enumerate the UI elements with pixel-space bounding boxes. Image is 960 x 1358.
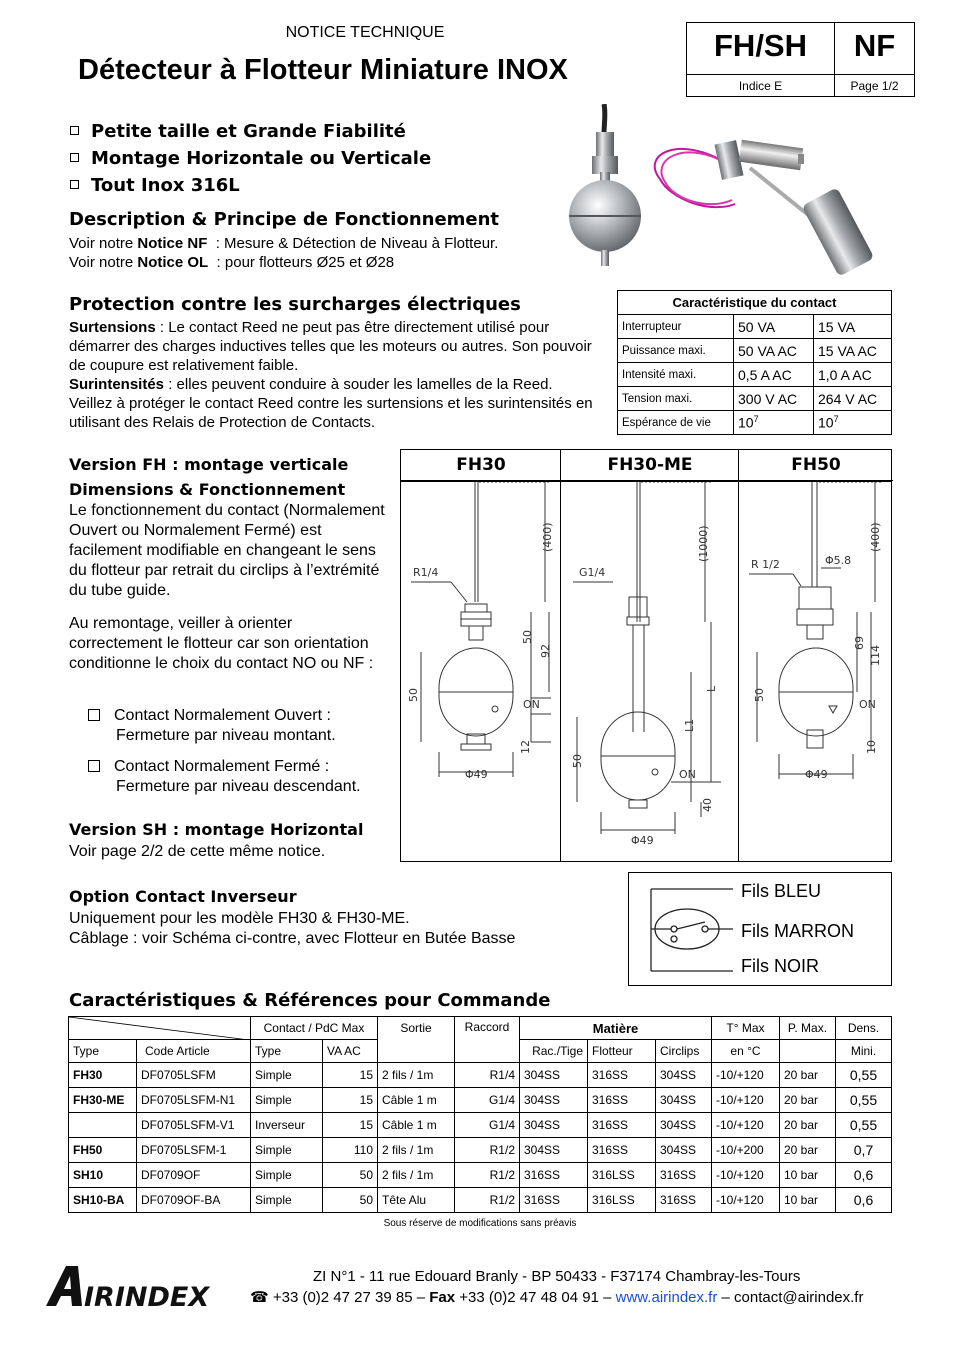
table-title: Caractéristique du contact <box>618 291 892 315</box>
table-row: SH10-BA DF0709OF-BA Simple 50 Tête Alu R1/2 316SS 316LSS 316SS -10/+120 10 bar 0,6 <box>69 1188 892 1213</box>
references-table <box>68 1016 892 1213</box>
document-code-box <box>686 22 915 97</box>
checkbox-icon <box>88 709 100 721</box>
email-text: – contact@airindex.fr <box>717 1289 864 1306</box>
code-main: FH/SH <box>714 28 807 63</box>
website-link[interactable]: www.airindex.fr <box>615 1289 718 1306</box>
surintensites-paragraph: Surintensités : elles peuvent conduire à souder les lamelles de la Reed. Veillez à protéger le contact Reed contre les surtensions et les surintensités en utilisant des Relais de Protection de Contacts. <box>69 376 593 431</box>
svg-text:50: 50 <box>571 754 584 768</box>
table-row: FH30 DF0705LSFM Simple 15 2 fils / 1m R1/4 304SS 316SS 304SS -10/+120 20 bar 0,55 <box>69 1063 892 1088</box>
svg-text:Φ5.8: Φ5.8 <box>825 554 852 567</box>
feature-item: Petite taille et Grande Fiabilité <box>70 118 431 145</box>
drawings-svg <box>401 482 891 862</box>
svg-text:40: 40 <box>701 798 714 812</box>
svg-text:Φ49: Φ49 <box>465 768 488 781</box>
option-heading: Option Contact Inverseur <box>69 887 297 906</box>
svg-text:12: 12 <box>519 740 532 754</box>
surtensions-paragraph: Surtensions : Le contact Reed ne peut pas être directement utilisé pour démarrer des charges inductives telles que les moteurs ou autres. Son pouvoir de coupure est relativement faible. <box>69 319 592 374</box>
model-label: FH50 <box>739 450 893 481</box>
dimension-drawings <box>400 449 892 862</box>
svg-text:L: L <box>705 685 718 692</box>
version-sh-text: Voir page 2/2 de cette même notice. <box>69 843 326 860</box>
svg-text:92: 92 <box>539 644 552 658</box>
model-label: FH30-ME <box>561 450 739 481</box>
table-row: FH30-ME DF0705LSFM-N1 Simple 15 Câble 1 m G1/4 304SS 316SS 304SS -10/+120 20 bar 0,55 <box>69 1088 892 1113</box>
code-lang: NF <box>853 28 896 63</box>
table-row: Intensité maxi. 0,5 A AC 1,0 A AC <box>618 363 892 387</box>
svg-text:ON: ON <box>523 698 540 711</box>
version-sh-heading: Version SH : montage Horizontal <box>69 820 364 839</box>
feature-item: Tout Inox 316L <box>70 172 431 199</box>
svg-text:50: 50 <box>753 688 766 702</box>
index-label: Indice E <box>687 74 834 96</box>
check-item-nf: Contact Normalement Fermé : Fermeture par niveau descendant. <box>88 757 361 797</box>
version-fh-heading: Version FH : montage verticale <box>69 455 349 474</box>
checkbox-icon <box>88 760 100 772</box>
feature-item: Montage Horizontale ou Verticale <box>70 145 431 172</box>
code-lang-cell <box>835 23 914 96</box>
wiring-diagram <box>628 872 892 986</box>
check-item-no: Contact Normalement Ouvert : Fermeture par niveau montant. <box>88 706 336 746</box>
footer-contact: ☎ +33 (0)2 47 27 39 85 – Fax +33 (0)2 47 48 04 91 – www.airindex.fr – contact@airindex.fr <box>250 1289 864 1306</box>
table-row: Espérance de vie $10^7$ $10^7$ <box>618 411 892 435</box>
table-row: Interrupteur 50 VA 15 VA <box>618 315 892 339</box>
svg-text:10: 10 <box>865 740 878 754</box>
model-label: FH30 <box>401 450 561 481</box>
notice-label: NOTICE TECHNIQUE <box>285 24 445 41</box>
airindex-logo <box>44 1262 224 1312</box>
table-row: Puissance maxi. 50 VA AC 15 VA AC <box>618 339 892 363</box>
table-row: Tension maxi. 300 V AC 264 V AC <box>618 387 892 411</box>
page-number: Page 1/2 <box>835 74 914 96</box>
feature-list <box>70 118 431 199</box>
svg-text:(1000): (1000) <box>697 525 710 562</box>
svg-text:Φ49: Φ49 <box>631 834 654 847</box>
fh50-drawing <box>749 482 882 781</box>
wire-blue-label: Fils BLEU <box>741 881 822 901</box>
diagonal-cell <box>69 1017 251 1040</box>
telephone-icon: ☎ <box>250 1289 269 1306</box>
fh30me-drawing <box>571 482 721 847</box>
svg-text:(400): (400) <box>869 522 882 552</box>
svg-text:69: 69 <box>853 636 866 650</box>
references-heading: Caractéristiques & Références pour Commande <box>69 990 551 1011</box>
contact-characteristics-table <box>617 290 892 435</box>
svg-text:(400): (400) <box>541 522 554 552</box>
svg-text:R1/4: R1/4 <box>413 566 439 579</box>
fh30-drawing <box>407 482 554 781</box>
svg-text:Φ49: Φ49 <box>805 768 828 781</box>
option-line-2: Câblage : voir Schéma ci-contre, avec Flotteur en Butée Basse <box>69 930 516 947</box>
table-header-row: Contact / PdC Max Sortie Raccord Matière T° Max P. Max. Dens. <box>69 1017 892 1040</box>
wire-brown-label: Fils MARRON <box>741 921 854 941</box>
footer-address: ZI N°1 - 11 rue Edouard Branly - BP 50433 - F37174 Chambray-les-Tours <box>313 1268 801 1285</box>
page-title: Détecteur à Flotteur Miniature INOX <box>78 54 568 86</box>
wire-black-label: Fils NOIR <box>741 956 819 976</box>
svg-text:R 1/2: R 1/2 <box>751 558 780 571</box>
dimensions-heading: Dimensions & Fonctionnement <box>69 480 346 499</box>
description-line-2: Voir notre Notice OL : pour flotteurs Ø25 et Ø28 <box>69 254 395 271</box>
product-photo <box>560 104 910 284</box>
svg-text:L1: L1 <box>683 718 696 732</box>
svg-text:50: 50 <box>407 688 420 702</box>
checkbox-bullet-icon <box>70 153 79 162</box>
disclaimer: Sous réserve de modifications sans préavis <box>383 1218 577 1229</box>
svg-text:ON: ON <box>859 698 876 711</box>
logo-text: IRINDEX <box>84 1282 210 1312</box>
code-main-cell <box>687 23 835 96</box>
description-heading: Description & Principe de Fonctionnement <box>69 209 500 230</box>
svg-text:ON: ON <box>679 768 696 781</box>
table-row: SH10 DF0709OF Simple 50 2 fils / 1m R1/2 316SS 316LSS 316SS -10/+120 10 bar 0,6 <box>69 1163 892 1188</box>
checkbox-bullet-icon <box>70 126 79 135</box>
fh-paragraph-2: Au remontage, veiller à orienter correctement le flotteur car son orientation conditionne le choix du contact NO ou NF : <box>69 615 374 672</box>
svg-text:G1/4: G1/4 <box>579 566 606 579</box>
svg-text:114: 114 <box>869 645 882 666</box>
svg-text:50: 50 <box>521 630 534 644</box>
table-header-row: Type Code Article Type VA AC Rac./Tige Flotteur Circlips en °C Mini. <box>69 1040 892 1063</box>
table-row: DF0705LSFM-V1 Inverseur 15 Câble 1 m G1/4 304SS 316SS 304SS -10/+120 20 bar 0,55 <box>69 1113 892 1138</box>
option-line-1: Uniquement pour les modèle FH30 & FH30-ME. <box>69 910 410 927</box>
table-row: FH50 DF0705LSFM-1 Simple 110 2 fils / 1m R1/2 304SS 316SS 304SS -10/+200 20 bar 0,7 <box>69 1138 892 1163</box>
fh-paragraph-1: Le fonctionnement du contact (Normalement Ouvert ou Normalement Fermé) est facilement modifiable en changeant le sens du flotteur par retrait du circlips à l’extrémité du tube guide. <box>69 502 385 599</box>
description-line-1: Voir notre Notice NF : Mesure & Détection de Niveau à Flotteur. <box>69 235 499 252</box>
protection-heading: Protection contre les surcharges électriques <box>69 294 521 315</box>
checkbox-bullet-icon <box>70 180 79 189</box>
